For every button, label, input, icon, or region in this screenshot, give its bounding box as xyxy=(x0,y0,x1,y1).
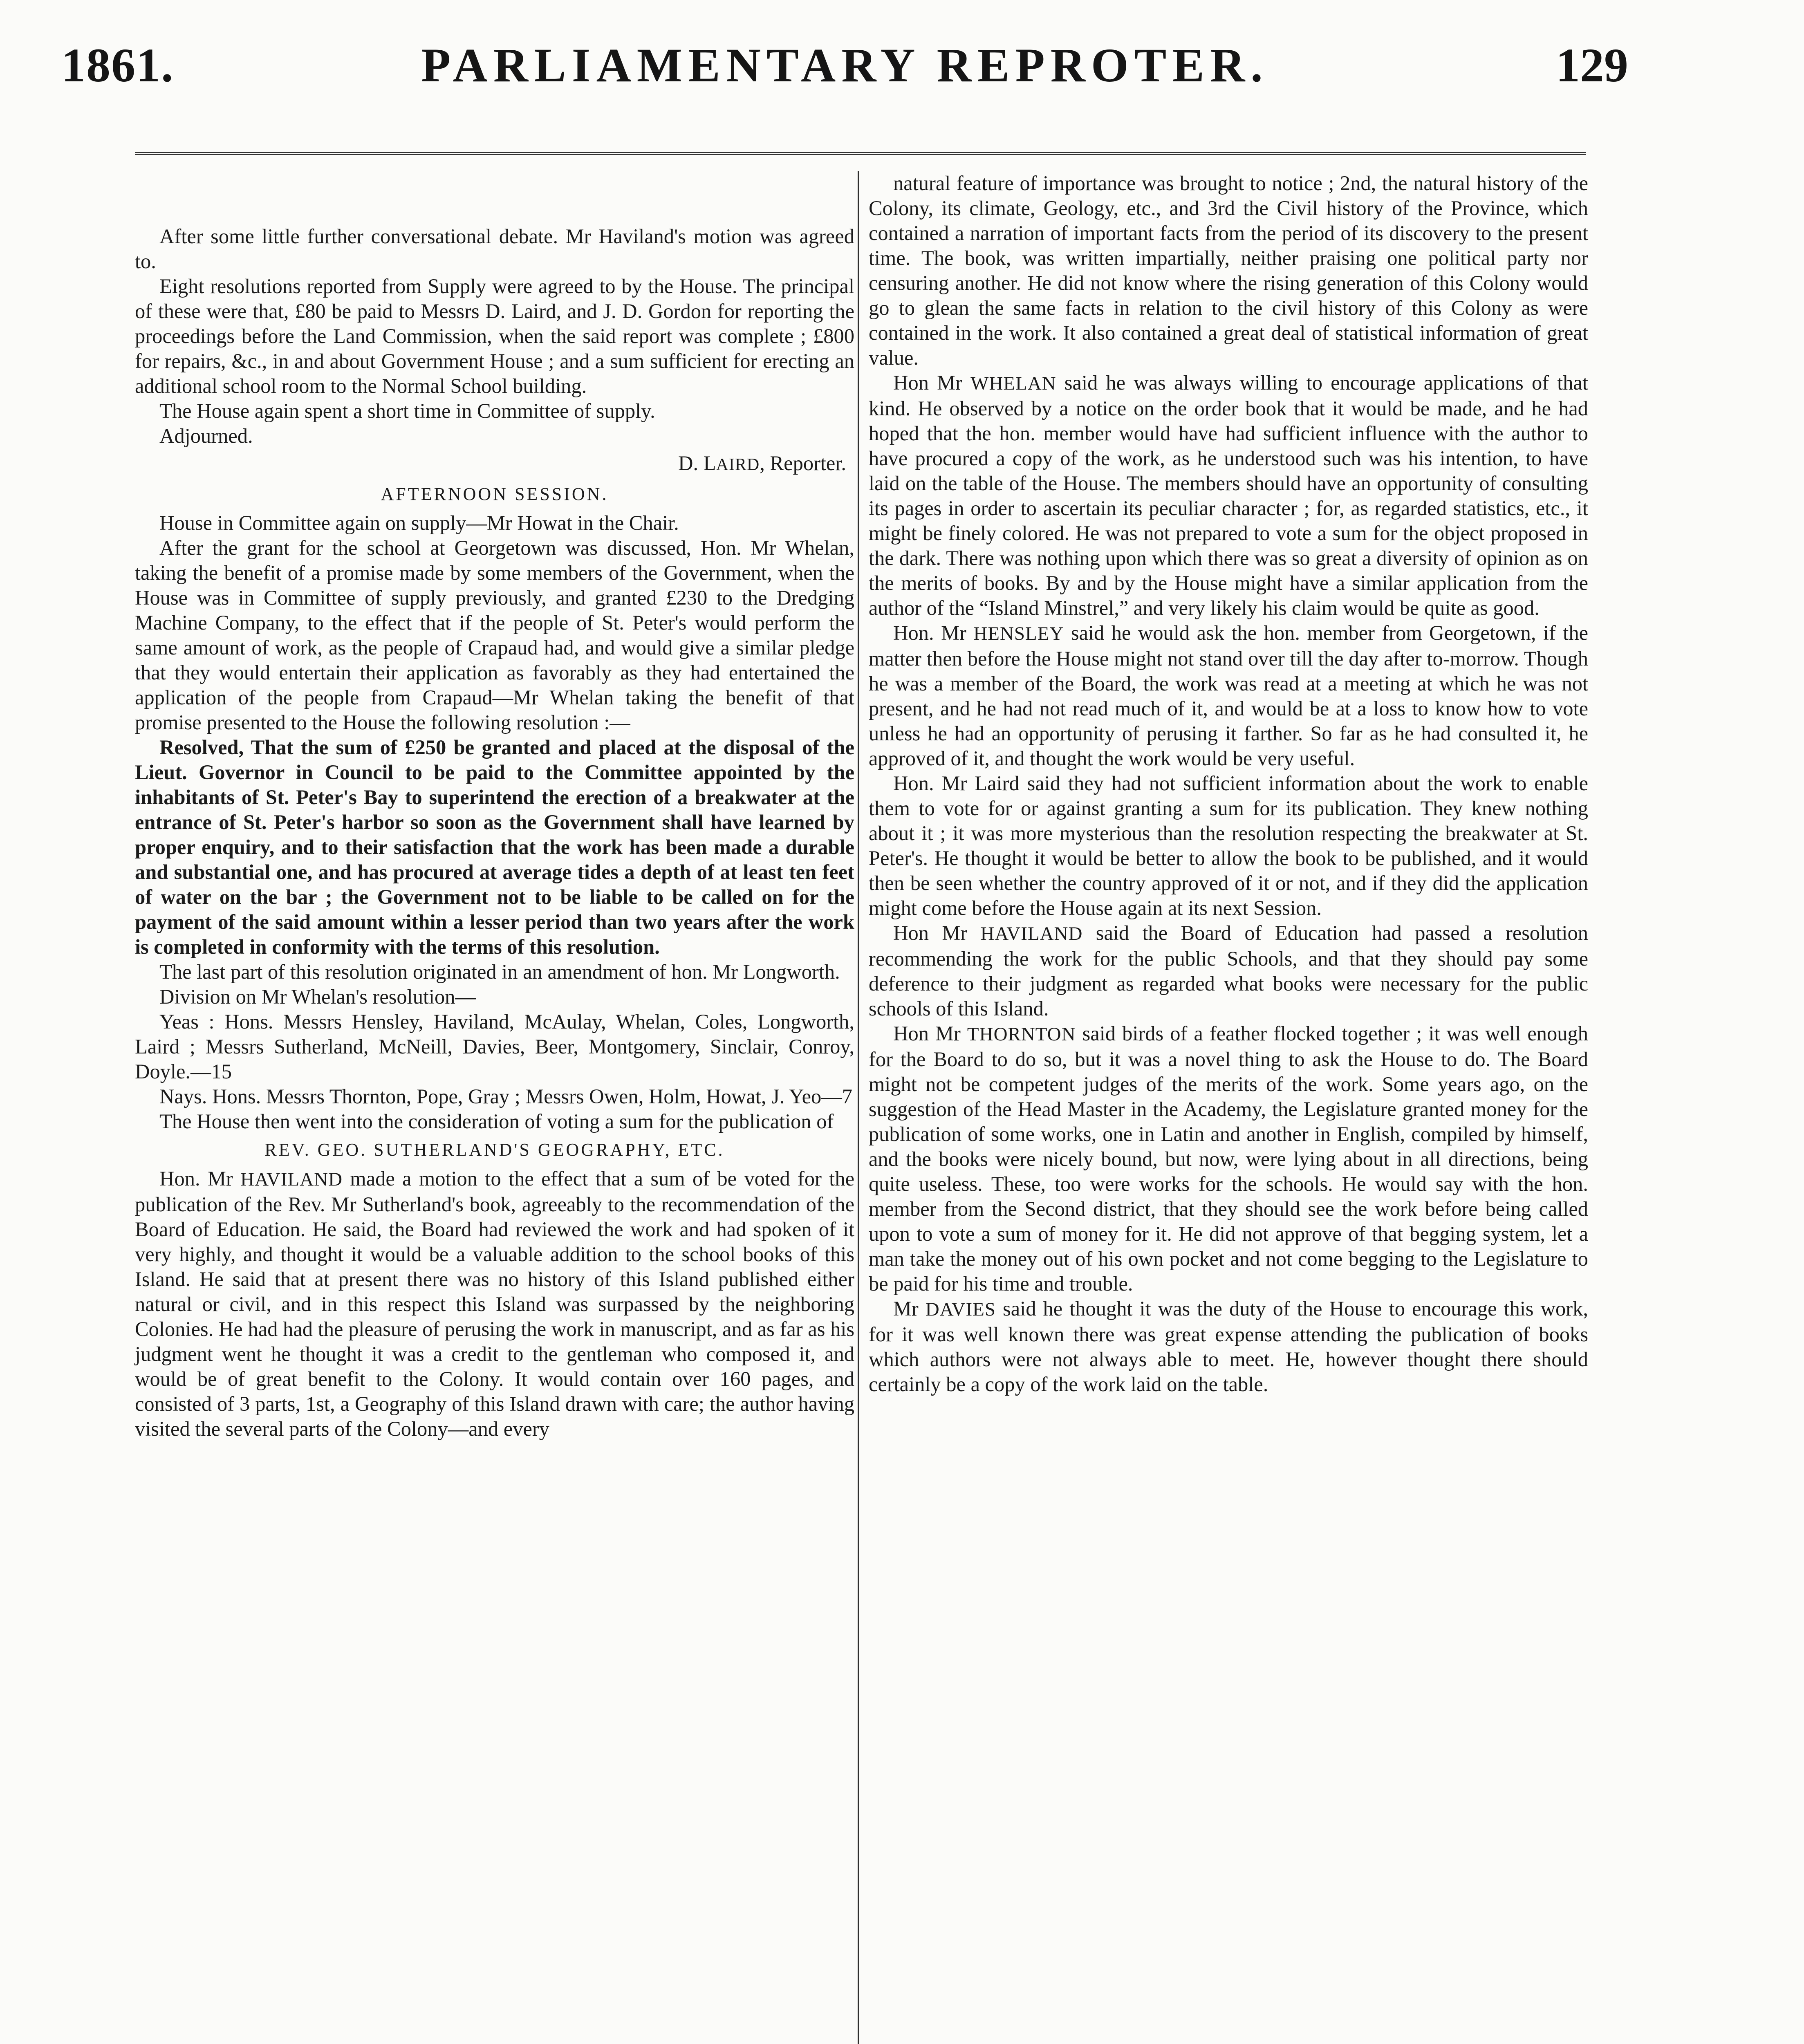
paragraph xyxy=(869,921,1588,1021)
paragraph: Eight resolutions reported from Supply were agreed to by the House. The principal of these were that, £80 be paid to Messrs D. Laird, and J. D. Gordon for reporting the proceedings before the Land Commission, when the said report was complete ; £800 for repairs, &c., in and about Government House ; and a sum sufficient for erecting an additional school room to the Normal School building. xyxy=(135,275,854,397)
speaker-name: HAVILAND xyxy=(980,923,1083,944)
resolution-text: Resolved, That the sum of £250 be granted and placed at the disposal of the Lieut. Governor in Council to be paid to the Committee appointed by the inhabitants of St. Peter's Bay to superintend the erection of a breakwater at the entrance of St. Peter's harbor so soon as the Government shall have learned by proper enquiry, and to their satisfaction that the work has been made a durable and substantial one, and has procured at average tides a depth of at least ten feet of water on the bar ; the Government not to be liable to be called on for the payment of the said amount within a lesser period than two years after the work is completed in conformity with the terms of this resolution. xyxy=(135,736,854,958)
reporter-signature xyxy=(135,451,854,477)
paragraph xyxy=(869,370,1588,621)
geography-heading: REV. GEO. SUTHERLAND'S GEOGRAPHY, ETC. xyxy=(264,1140,725,1160)
reporter-surname: AIRD xyxy=(716,455,760,474)
afternoon-session-heading: AFTERNOON SESSION. xyxy=(381,484,609,504)
paragraph xyxy=(869,1296,1588,1397)
speaker-prefix: Mr xyxy=(893,1297,926,1320)
header-title: PARLIAMENTARY REPROTER. xyxy=(421,38,1268,92)
division-yeas: Yeas : Hons. Messrs Hensley, Haviland, McAulay, Whelan, Coles, Longworth, Laird ; Messrs Sutherland, McNeill, Davies, Beer, Montgomery, Sinclair, Conroy, Doyle.—15 xyxy=(135,1010,854,1083)
running-head xyxy=(61,38,1628,99)
paragraph: Hon. Mr Laird said they had not sufficient information about the work to enable them to vote for or against granting a sum for its publication. They knew nothing about it ; it was more mysterious than the resolution respecting the breakwater at St. Peter's. He thought it would be better to allow the book to be published, and it would then be seen whether the country approved of it or not, and if they did the application might come before the House again at its next Session. xyxy=(869,772,1588,919)
column-divider xyxy=(858,171,859,2044)
header-year: 1861. xyxy=(61,38,174,92)
speaker-prefix: Hon Mr xyxy=(893,921,981,944)
paragraph xyxy=(869,1021,1588,1296)
paragraph: House in Committee again on supply—Mr Howat in the Chair. xyxy=(159,511,679,534)
header-page-number: 129 xyxy=(1556,38,1628,92)
speaker-name: HENSLEY xyxy=(973,623,1064,644)
paragraph: After the grant for the school at Georgetown was discussed, Hon. Mr Whelan, taking the benefit of a promise made by some members of the Government, when the House was in Committee of supply previously, and granted £230 to the Dredging Machine Company, to the effect that if the people of St. Peter's would perform the same amount of work, as the people of Crapaud had, and would give a similar pledge that they would entertain their application as favorably as they had entertained the application of the people from Crapaud—Mr Whelan taking the benefit of that promise presented to the House the following resolution :— xyxy=(135,536,854,734)
reporter-initial: D. L xyxy=(678,452,716,475)
paragraph: The House then went into the consideration of voting a sum for the publication of xyxy=(159,1110,834,1133)
speech-text: said he was always willing to encourage applications of that kind. He observed by a notice on the order book that it would be made, and he had hoped that the hon. member would have had sufficient influence with the author to have procured a copy of the work, as he understood such was his intention, to have laid on the table of the House. The members should have an opportunity of consulting its pages in order to ascertain its peculiar character ; for, as regarded statistics, etc., it might be finely colored. He was not prepared to vote a sum for the object proposed in the dark. There was nothing upon which there was so great a diversity of opinion as on the merits of books. By and by the House might have a similar application from the author of the “Island Minstrel,” and very likely his claim would be quite as good. xyxy=(869,371,1588,619)
paragraph xyxy=(869,621,1588,771)
speaker-prefix: Hon. Mr xyxy=(893,621,974,644)
paragraph: natural feature of importance was brought to notice ; 2nd, the natural history of the Colony, its climate, Geology, etc., and 3rd the Civil history of the Province, which contained a narration of important facts from the period of its discovery to the present time. The book, was written impartially, neither praising one political party nor censuring another. He did not know where the rising generation of this Colony would go to glean the same facts in relation to the civil history of this Colony as were contained in the work. It also contained a great deal of statistical information of great value. xyxy=(869,172,1588,369)
speaker-name: DAVIES xyxy=(925,1299,996,1320)
right-column xyxy=(869,171,1588,1397)
speaker-name: WHELAN xyxy=(970,373,1056,394)
left-column xyxy=(135,224,854,1441)
paragraph: The House again spent a short time in Committee of supply. xyxy=(159,399,655,422)
speech-text: said he would ask the hon. member from Georgetown, if the matter then before the House might not stand over till the day after to-morrow. Though he was a member of the Board, the work was read at a meeting at which he was not present, and he had not read much of it, and would be at a loss to know how to vote unless he had an opportunity of perusing it farther. So far as he had consulted it, he approved of it, and thought the work would be very useful. xyxy=(869,621,1588,770)
speaker-prefix: Hon Mr xyxy=(893,371,971,394)
header-rule xyxy=(135,152,1586,155)
speech-text: said birds of a feather flocked together ; it was well enough for the Board to do so, but it was a novel thing to ask the House to do. The Board might not be competent judges of the merits of the work. Some years ago, on the suggestion of the Head Master in the Academy, the Legislature granted money for the publication of some works, one in Latin and another in English, compiled by himself, and the books were nicely bound, but now, were lying about in all directions, being quite useless. These, too were works for the schools. He would say with the hon. member from the Second district, that they should see the work before being called upon to vote a sum of money for it. He did not approve of that begging system, let a man take the money out of his own pocket and not come begging to the Legislature to be paid for his time and trouble. xyxy=(869,1022,1588,1295)
speaker-prefix: Hon. Mr xyxy=(159,1167,241,1190)
speaker-name: THORNTON xyxy=(967,1024,1076,1045)
paragraph: The last part of this resolution originated in an amendment of hon. Mr Longworth. xyxy=(159,960,840,983)
speech-text: made a motion to the effect that a sum of be voted for the publication of the Rev. Mr Sutherland's book, agreeably to the recommendation of the Board of Education. He said, the Board had reviewed the work and had spoken of it very highly, and thought it would be a valuable addition to the school books of this Island. He said that at present there was no history of this Island published either natural or civil, and in this respect this Island was surpassed by the neighboring Colonies. He had had the pleasure of perusing the work in manuscript, and as far as his judgment went he thought it was a credit to the gentleman who composed it, and would be of great benefit to the Colony. It would contain over 160 pages, and consisted of 3 parts, 1st, a Geography of this Island drawn with care; the author having visited the several parts of the Colony—and every xyxy=(135,1167,854,1440)
speaker-prefix: Hon Mr xyxy=(893,1022,967,1045)
speech-text: said the Board of Education had passed a resolution recommending the work for the public Schools, and that they should pay some deference to their judgment as regarded what books were necessary for the public schools of this Island. xyxy=(869,921,1588,1020)
speaker-name: HAVILAND xyxy=(240,1169,343,1190)
reporter-suffix: , Reporter. xyxy=(760,452,846,475)
paragraph: Division on Mr Whelan's resolution— xyxy=(159,985,476,1008)
paragraph xyxy=(135,1166,854,1441)
speech-text: said he thought it was the duty of the House to encourage this work, for it was well known there was great expense attending the publication of books which authors were not always able to meet. He, however thought there should certainly be a copy of the work laid on the table. xyxy=(869,1297,1588,1396)
paragraph: After some little further conversational debate. Mr Haviland's motion was agreed to. xyxy=(135,225,854,273)
paragraph: Adjourned. xyxy=(159,424,253,447)
division-nays: Nays. Hons. Messrs Thornton, Pope, Gray ; Messrs Owen, Holm, Howat, J. Yeo—7 xyxy=(159,1085,852,1108)
